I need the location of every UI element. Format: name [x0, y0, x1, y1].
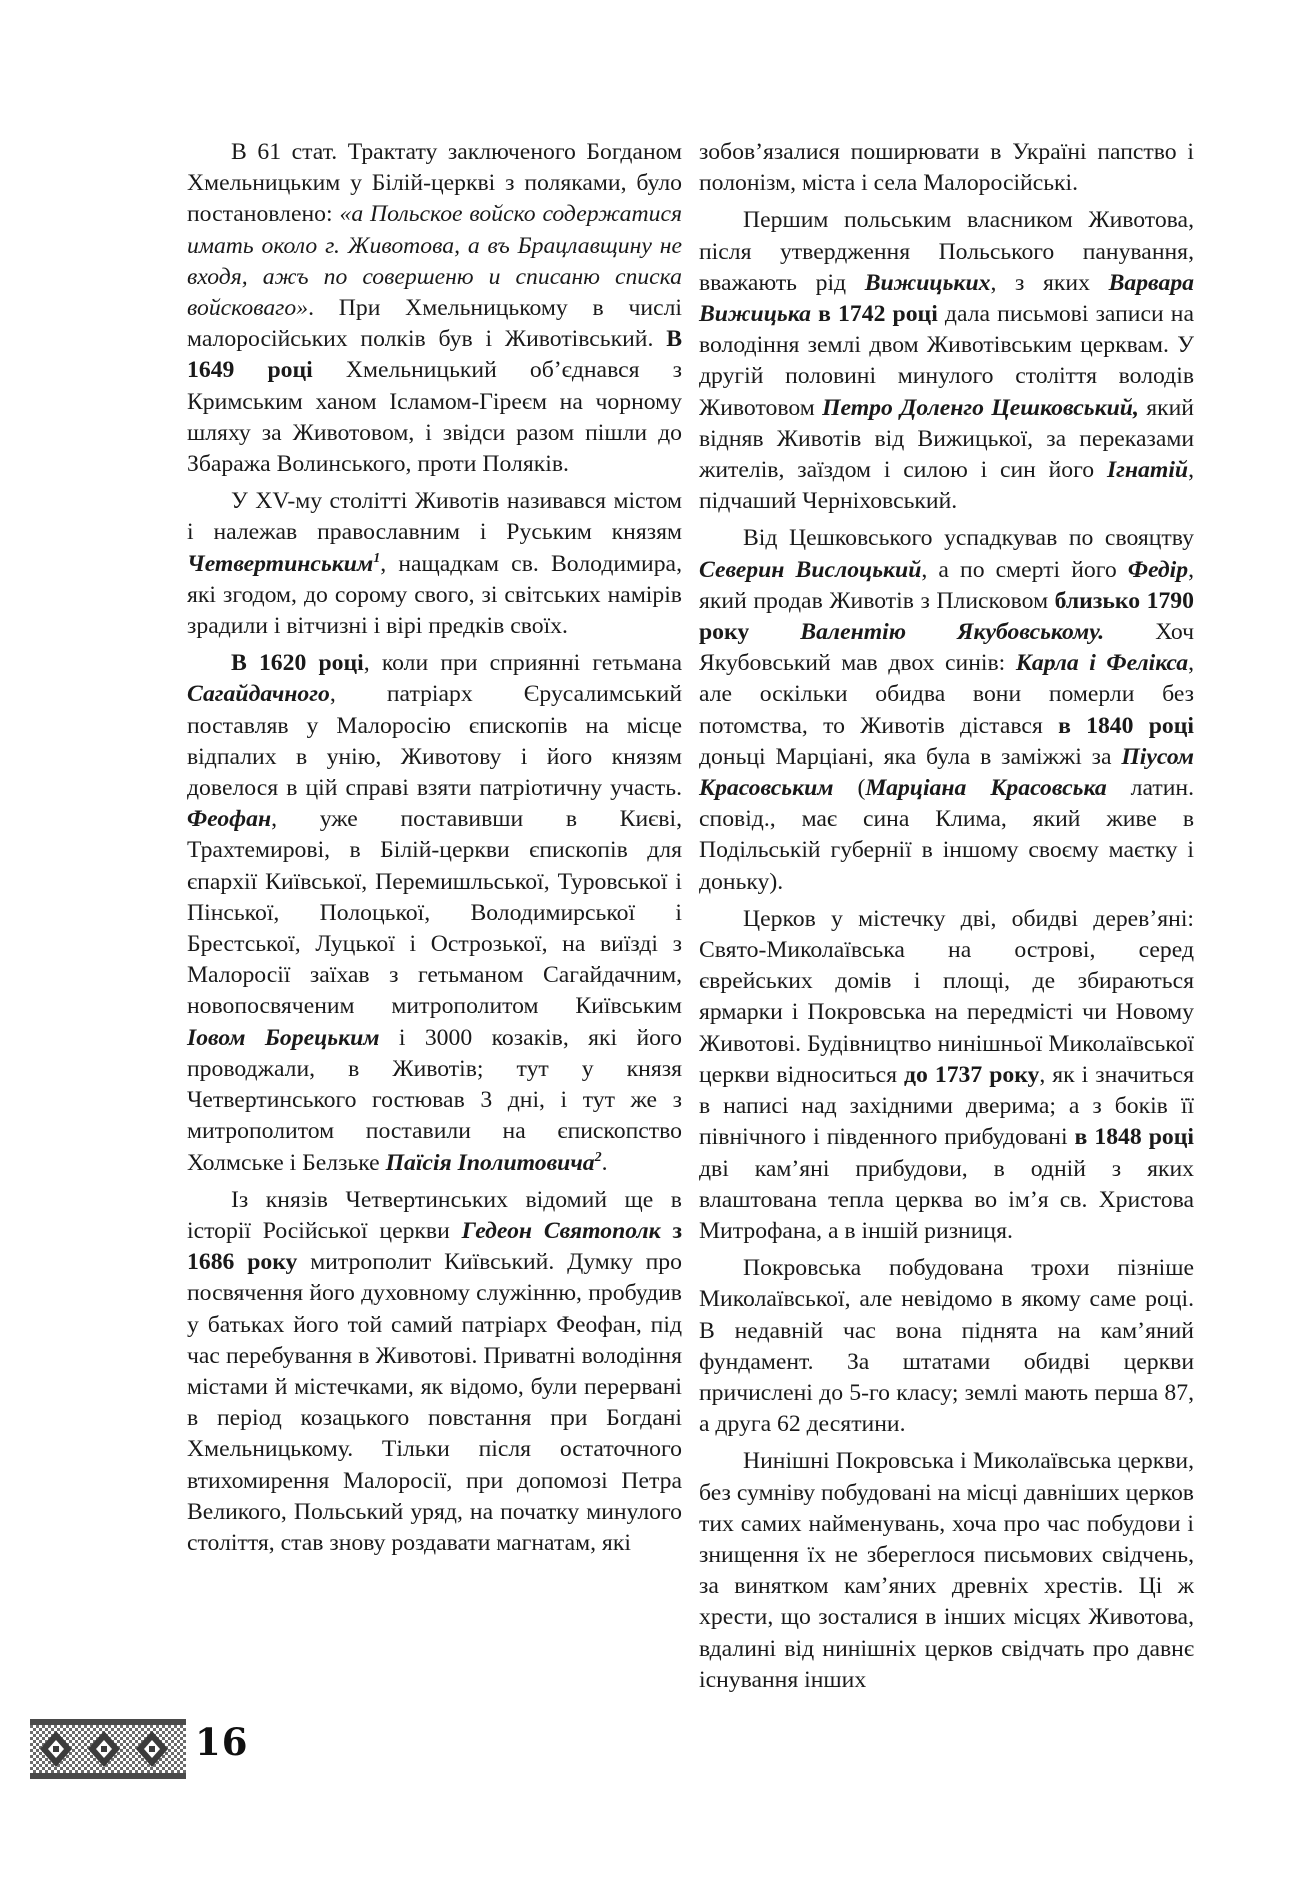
text-run: і 3000 козаків, які його проводжали, в Животів; тут у князя Четвертинського гостював 3 дні, і тут же з митрополитом поставили на єпископство Холмське і Белзьке: [187, 1024, 682, 1176]
text-run: дві кам’яні прибудови, в одній з яких влаштована тепла церква во ім’я св. Христова Митрофана, а в іншій ризниця.: [699, 1155, 1194, 1244]
text-run: зобов’язалися поширювати в Україні папство і полонізм, міста і села Малоросійські.: [699, 139, 1194, 197]
paragraph: [187, 1185, 682, 1559]
text-run: Нинішні Покровська і Миколаївська церкви, без сумніву побудовані на місці давніших церков тих самих найменувань, хоча про час побудови і знищення їх не збереглося письмових свідчень, за винятком кам’яних древніх хрестів. Ці ж хрести, що зосталися в інших місцях Животова, вдалині від нинішніх церков свідчать про давнє існування інших: [699, 1448, 1194, 1693]
emphasis-text: «а Польское войско содержатися имать около г. Животова, а въ Брацлавщину не входя, ажъ по совершеню и списаню списка войсковаго»: [187, 201, 683, 322]
emphasis-text: в 1742 році: [818, 301, 938, 328]
text-run: Хмельницький об’єднався з Кримським ханом Ісламом-Гіреєм на чорному шляху за Животовом, і звідси разом пішли до Збаража Волинського, проти Поляків.: [187, 357, 682, 478]
emphasis-text: Піусом Красовським: [699, 743, 1194, 802]
emphasis-text: В 1649 році: [187, 326, 682, 384]
text-run: В 61 стат. Трактату заключеного Богданом Хмельницьким у Білій-церкві з поляками, було постановлено:: [187, 139, 682, 228]
emphasis-text: Іовом Борецьким: [187, 1024, 380, 1051]
text-run: , як і значиться в написі над західними дверима; а з боків її північного і південного прибудовані: [699, 1061, 1194, 1151]
emphasis-text: Варвара Вижицька: [699, 269, 1195, 328]
emphasis-text: до 1737 року: [904, 1061, 1040, 1088]
emphasis-text: Северин Вислоцький: [699, 556, 922, 583]
text-run: Від Цешковського успадкував по свояцтву: [743, 525, 1194, 552]
text-run: дала письмові записи на володіння землі двом Животівським церквам. У другій половині минулого століття володів Животовом: [699, 301, 1195, 421]
text-run: , з яких: [990, 269, 1109, 296]
text-run: , патріарх Єрусалимський поставляв у Малоросію єпископів на місце відпалих в унію, Животову і його князям довелося в цій справі взяти патріотичну участь.: [187, 681, 682, 802]
left-column: [187, 137, 682, 1565]
text-run: (: [833, 775, 866, 802]
text-run: який відняв Животів від Вижицької, за переказами жителів, заїздом і силою і син його: [699, 394, 1194, 484]
text-run: митрополит Київський. Думку про посвячення його духовному служінню, пробудив у батьках його той самий патріарх Феофан, під час перебування в Животові. Приватні володіння містами й містечками, як відомо, були перервані в період козацького повстання при Богдані Хмельницькому. Тільки після остаточного втихомирення Малоросії, при допомозі Петра Великого, Польський уряд, на початку минулого століття, став знову роздавати магнатам, які: [187, 1249, 682, 1556]
emphasis-text: Вижицьких: [864, 269, 991, 296]
emphasis-text: Ігнатій: [1106, 457, 1189, 484]
paragraph: [187, 486, 682, 642]
paragraph: [699, 904, 1194, 1247]
text-run: Із князів Четвертинських відомий ще в історії Російської церкви: [187, 1186, 682, 1244]
paragraph: [699, 1446, 1194, 1696]
text-run: доньці Марціані, яка була в заміжжі за: [699, 743, 1122, 770]
footnote-ref: 1: [373, 550, 381, 566]
text-run: У XV-му столітті Животів називався містом і належав православним і Руським князям: [187, 488, 682, 546]
emphasis-text: Федір: [1127, 556, 1189, 583]
text-run: Покровська побудована трохи пізніше Миколаївської, але невідомо в якому саме році. В недавній час вона піднята на кам’яний фундамент. За штатами обидві церкви причислені до 5-го класу; землі мають перша 87, а друга 62 десятини.: [699, 1255, 1194, 1438]
text-run: [749, 619, 800, 645]
right-column: [699, 137, 1194, 1702]
emphasis-text: Гедеон Святополк: [461, 1217, 661, 1244]
emphasis-text: Сагайдачного: [187, 681, 330, 708]
emphasis-text: Феофан: [187, 806, 272, 833]
paragraph: [699, 523, 1194, 897]
emphasis-text: Петро Доленго Цешковський,: [822, 394, 1139, 421]
emphasis-text: В 1620 році: [231, 650, 364, 677]
text-run: .: [601, 1149, 608, 1176]
paragraph: [187, 137, 682, 480]
text-run: , нащадкам св. Володимира, які згодом, до сорому свого, зі світських намірів зрадили і вітчизні і вірі предків своїх.: [187, 550, 682, 640]
emphasis-text: з 1686 року: [187, 1217, 682, 1276]
text-run: Першим польським власником Животова, після утвердження Польського панування, вважають рід: [699, 207, 1194, 296]
text-run: Церков у містечку дві, обидві дерев’яні: Свято-Миколаївська на острові, серед єврейських домів і площі, де збираються ярмарки і Покровська на передмісті чи Новому Животові. Будівництво нинішньої Миколаївської церкви відноситься: [699, 905, 1194, 1088]
text-run: , а по смерті його: [921, 556, 1128, 583]
page-number: 16: [195, 1720, 249, 1764]
text-run: , але оскільки обидва вони померли без потомства, то Животів дістався: [699, 650, 1194, 739]
paragraph-continued: [699, 137, 1194, 199]
emphasis-text: Карла і Фелікса: [1015, 650, 1189, 677]
emphasis-text: в 1840 році: [1058, 712, 1194, 739]
text-run: [661, 1218, 673, 1244]
text-run: Хоч Якубовський мав двох синів:: [699, 619, 1195, 677]
paragraph: [187, 648, 682, 1178]
text-run: , підчаший Черніховський.: [699, 457, 1194, 515]
text-run: латин. сповід., має сина Клима, який живе в Подільській губернії в іншому своєму маєтку і доньку).: [699, 775, 1194, 895]
text-run: . При Хмельницькому в числі малоросійських полків був і Животівський.: [187, 295, 682, 353]
emphasis-text: Паїсія Іполитовича: [385, 1149, 595, 1176]
embroidery-ornament-icon: [30, 1719, 186, 1779]
emphasis-text: близько 1790 року: [699, 587, 1194, 646]
emphasis-text: Марціана Красовська: [865, 775, 1107, 802]
text-run: , який продав Животів з Плисковом: [699, 556, 1194, 614]
emphasis-text: в 1848 році: [1074, 1124, 1194, 1151]
emphasis-text: Валентію Якубовському.: [800, 619, 1105, 646]
text-run: , коли при сприянні гетьмана: [363, 650, 682, 677]
paragraph: [699, 1253, 1194, 1440]
paragraph: [699, 205, 1194, 517]
emphasis-text: Четвертинським: [187, 550, 374, 577]
footnote-ref: 2: [594, 1149, 602, 1165]
text-run: , уже поставивши в Києві, Трахтемирові, в Білій-церкви єпископів для єпархії Київської, Перемишльської, Туровської і Пінської, Полоцької, Володимирської і Брестської, Луцької і Острозької, на виїзді з Малоросії заїхав з гетьманом Сагайдачним, новопосвяченим митрополитом Київським: [187, 806, 682, 1020]
